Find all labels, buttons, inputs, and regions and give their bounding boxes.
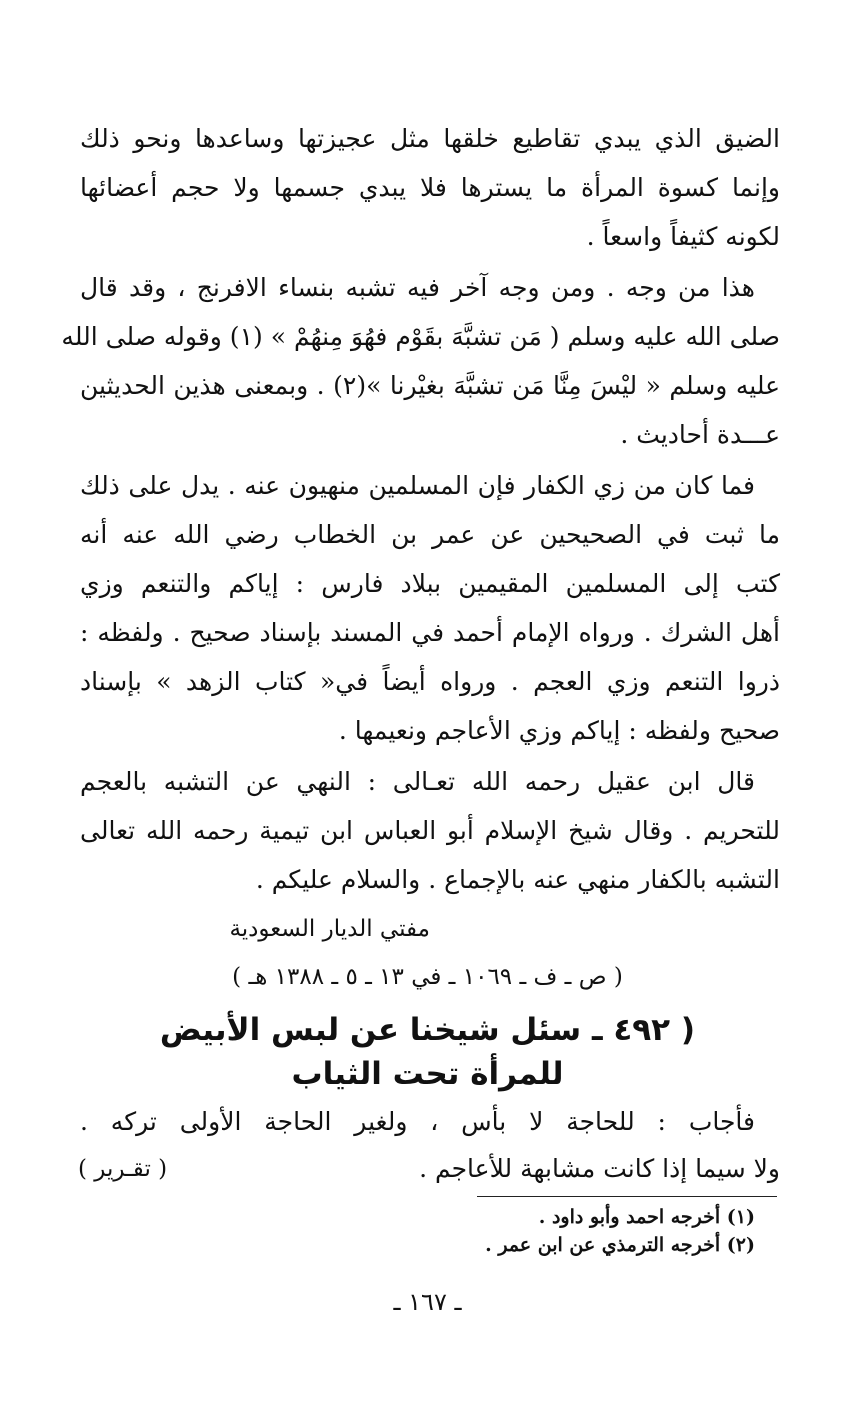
footnote: (٢) أخرجه الترمذي عن ابن عمر . bbox=[485, 1234, 755, 1256]
section-heading-line-2: للمرأة تحت الثياب bbox=[291, 1056, 564, 1092]
text-line: للتحريم . وقال شيخ الإسلام أبو العباس ابن تيمية رحمه الله تعالى bbox=[80, 816, 780, 845]
footnote: (١) أخرجه احمد وأبو داود . bbox=[538, 1206, 755, 1228]
text-line: هذا من وجه . ومن وجه آخر فيه تشبه بنساء الافرنج ، وقد قال bbox=[80, 273, 755, 302]
section-heading-line-1: ( ٤٩٢ ـ سئل شيخنا عن لبس الأبيض bbox=[159, 1012, 696, 1048]
footnote-separator bbox=[477, 1196, 777, 1197]
text-line: فما كان من زي الكفار فإن المسلمين منهيون عنه . يدل على ذلك bbox=[80, 471, 755, 500]
text-line: كتب إلى المسلمين المقيمين ببلاد فارس : إياكم والتنعم وزي bbox=[80, 569, 780, 598]
text-line: قال ابن عقيل رحمه الله تعـالى : النهي عن التشبه بالعجم bbox=[80, 767, 755, 796]
text-line: التشبه بالكفار منهي عنه بالإجماع . والسلام عليكم . bbox=[255, 865, 780, 894]
text-line: عليه وسلم « ليْسَ مِنَّا مَن تشبَّهَ بغيْرنا »(٢) . وبمعنى هذين الحديثين bbox=[80, 371, 781, 400]
text-line: صلى الله عليه وسلم ( مَن تشبَّهَ بقَوْم فهُوَ مِنهُمْ » (١) وقوله صلى الله bbox=[61, 322, 780, 351]
text-line: عـــدة أحاديث . bbox=[620, 420, 780, 449]
text-line: لكونه كثيفاً واسعاً . bbox=[586, 222, 780, 251]
text-line: وإنما كسوة المرأة ما يسترها فلا يبدي جسمها ولا حجم أعضائها bbox=[80, 173, 780, 202]
answer-tag: ( تقـرير ) bbox=[78, 1156, 168, 1182]
text-line: صحيح ولفظه : إياكم وزي الأعاجم ونعيمها . bbox=[338, 716, 780, 745]
page-number: ـ ١٦٧ ـ bbox=[393, 1288, 462, 1316]
answer-line: ولا سيما إذا كانت مشابهة للأعاجم . bbox=[419, 1154, 780, 1183]
text-line: ذروا التنعم وزي العجم . ورواه أيضاً في« كتاب الزهد » بإسناد bbox=[80, 667, 780, 696]
answer-line: فأجاب : للحاجة لا بأس ، ولغير الحاجة الأولى تركه . bbox=[80, 1107, 755, 1136]
fatwa-reference: ( ص ـ ف ـ ١٠٦٩ ـ في ١٣ ـ ٥ ـ ١٣٨٨ هـ ) bbox=[232, 964, 623, 990]
text-line: ما ثبت في الصحيحين عن عمر بن الخطاب رضي الله عنه أنه bbox=[80, 520, 780, 549]
signature: مفتي الديار السعودية bbox=[229, 916, 430, 942]
text-line: الضيق الذي يبدي تقاطيع خلقها مثل عجيزتها وساعدها ونحو ذلك bbox=[80, 124, 780, 153]
text-line: أهل الشرك . ورواه الإمام أحمد في المسند بإسناد صحيح . ولفظه : bbox=[80, 618, 780, 647]
